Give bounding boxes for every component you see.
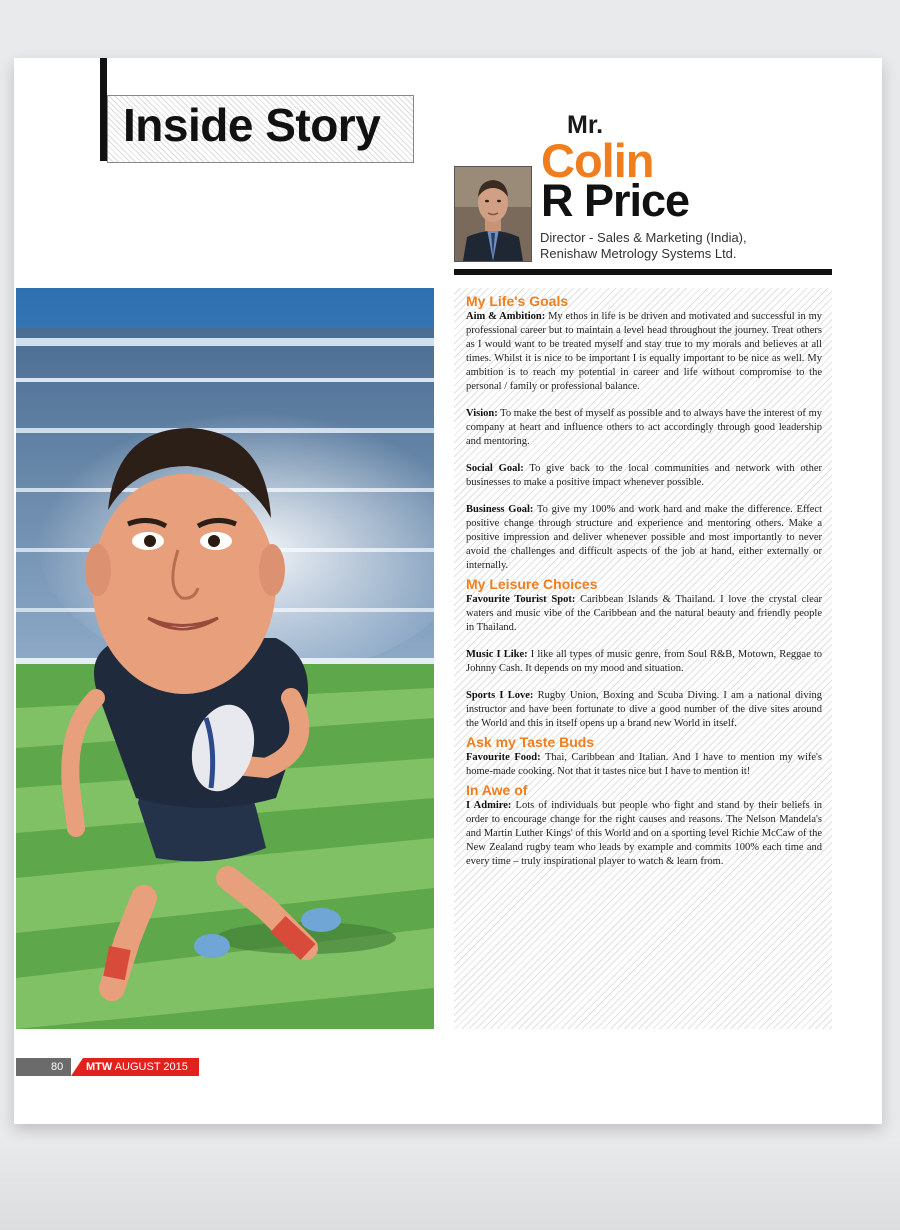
text-vision: To make the best of myself as possible and to always have the interest of my company at heart and influence others to act accordingly through good leadership and mentoring. (466, 408, 822, 447)
paragraph-tourist-spot (466, 593, 822, 635)
section-title-box (107, 95, 414, 163)
text-sports: Rugby Union, Boxing and Scuba Diving. I am a national diving instructor and have been fortunate to dive a good number of the dive sites around the World and this in itself opens up a brand new World in itself. (466, 690, 822, 729)
page-number: 80 (51, 1061, 64, 1073)
label-aim-ambition: Aim & Ambition: (466, 311, 546, 322)
magazine-page (14, 58, 882, 1124)
text-admire: Lots of individuals but people who fight and stand by their beliefs in order to encourage change for the right causes and reasons. The Nelson Mandela's and Martin Luther Kings' of this World and on a sporting level Richie McCaw of the New Zealand rugby team who leads by example and commits 100% each time and every time – truly inspirational player to watch & learn from. (466, 800, 822, 867)
label-food: Favourite Food: (466, 752, 541, 763)
paragraph-sports (466, 689, 822, 731)
heading-in-awe: In Awe of (466, 782, 528, 798)
label-tourist-spot: Favourite Tourist Spot: (466, 594, 576, 605)
section-title: Inside Story (123, 99, 381, 151)
text-aim-ambition: My ethos in life is be driven and motivated and successful in my professional career but to maintain a level head throughout the journey. Treat others as I would want to be treated myself and stay true to my morals and believes at all times. Whilst it is nice to be important I is equally important to be nice as well. My ambition is to reach my potential in career and life without compromise to the personal / family or professional balance. (466, 311, 823, 392)
background-shade (0, 1140, 900, 1230)
text-business-goal: To give my 100% and work hard and make the difference. Effect positive change through structure and experience and mentoring others. Make a positive impression and deliver whenever possible and most importantly to never avoid the challenges and difficult aspects of the job at hand, either externally or internally. (466, 504, 823, 571)
text-music: I like all types of music genre, from Soul R&B, Motown, Reggae to Johnny Cash. It depends on my mood and situation. (466, 649, 823, 674)
heading-life-goals: My Life's Goals (466, 293, 569, 309)
text-food: Thai, Caribbean and Italian. And I have to mention my wife's home-made cooking. Not that it tastes nice but I have to mention it! (466, 752, 822, 777)
profile-text (466, 293, 822, 872)
magazine-issue: AUGUST 2015 (114, 1061, 188, 1073)
paragraph-music (466, 648, 822, 676)
header-divider (454, 269, 832, 275)
paragraph-aim-ambition (466, 310, 822, 394)
profile-role-title: Director - Sales & Marketing (India), (540, 230, 747, 245)
label-business-goal: Business Goal: (466, 504, 534, 515)
profile-last-name: R Price (541, 175, 690, 226)
label-admire: I Admire: (466, 800, 512, 811)
heading-taste-buds: Ask my Taste Buds (466, 734, 595, 750)
text-tourist-spot: Caribbean Islands & Thailand. I love the crystal clear waters and music vibe of the Caribbean and the natural beauty and friendly people in Thailand. (466, 594, 823, 633)
profile-salutation: Mr. (567, 111, 604, 139)
paragraph-business-goal (466, 503, 822, 573)
magazine-name: MTW (86, 1061, 113, 1073)
profile-photo (454, 166, 532, 262)
label-music: Music I Like: (466, 649, 528, 660)
heading-leisure-choices: My Leisure Choices (466, 576, 598, 592)
profile-content-panel (454, 288, 832, 1029)
profile-first-name: Colin (541, 134, 654, 187)
paragraph-vision (466, 407, 822, 449)
caricature-illustration (16, 288, 434, 1029)
profile-company: Renishaw Metrology Systems Ltd. (540, 246, 737, 261)
paragraph-admire (466, 799, 822, 869)
label-social-goal: Social Goal: (466, 463, 524, 474)
footer-magazine-label (86, 1061, 188, 1073)
paragraph-food (466, 751, 822, 779)
text-social-goal: To give back to the local communities and network with other businesses to make a positive impact whenever possible. (466, 463, 822, 488)
section-title-bar (100, 58, 107, 161)
label-vision: Vision: (466, 408, 498, 419)
label-sports: Sports I Love: (466, 690, 534, 701)
paragraph-social-goal (466, 462, 822, 490)
profile-role (540, 230, 747, 262)
